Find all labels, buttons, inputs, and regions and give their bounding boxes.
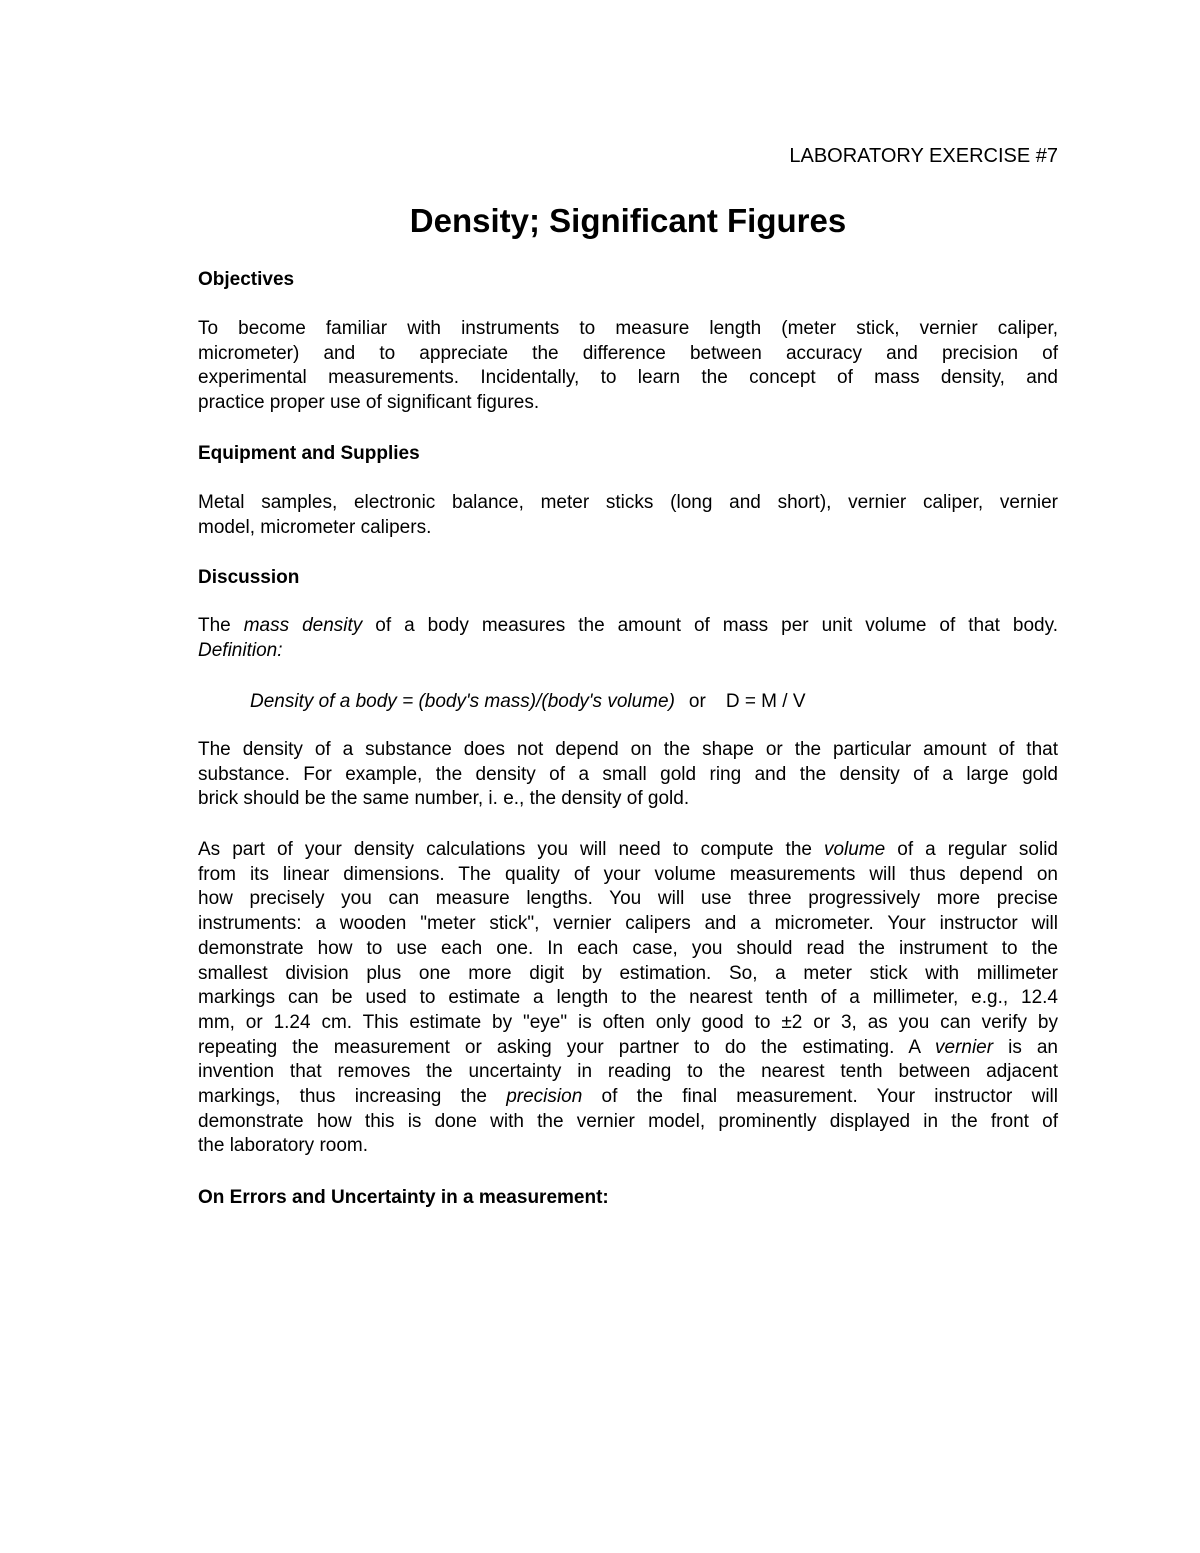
errors-heading: On Errors and Uncertainty in a measurement: <box>198 1187 609 1208</box>
term-volume: volume <box>823 839 886 860</box>
discussion-line: instruments: a wooden "meter stick", vernier calipers and a micrometer. Your instructor will <box>198 913 1058 935</box>
formula-symbolic: D = M / V <box>725 691 806 712</box>
equipment-heading: Equipment and Supplies <box>198 443 420 464</box>
discussion-paragraph-2 <box>198 738 1058 812</box>
discussion-intro <box>198 614 1058 663</box>
discussion-paragraph-3 <box>198 838 1058 1159</box>
exercise-number: LABORATORY EXERCISE #7 <box>789 145 1058 167</box>
objectives-heading: Objectives <box>198 269 295 290</box>
page-title: Density; Significant Figures <box>409 202 847 239</box>
discussion-line: markings can be used to estimate a length to the nearest tenth of a millimeter, e.g., 12.4 <box>198 987 1058 1009</box>
equipment-line: Metal samples, electronic balance, meter sticks (long and short), vernier caliper, vernier <box>198 492 1058 513</box>
discussion-line: brick should be the same number, i. e., the density of gold. <box>198 788 690 810</box>
discussion-line: smallest division plus one more digit by estimation. So, a meter stick with millimeter <box>198 962 1058 984</box>
objectives-line: practice proper use of significant figures. <box>198 392 540 414</box>
formula-words: Density of a body = (body's mass)/(body's volume) <box>250 691 675 712</box>
objectives-line: To become familiar with instruments to measure length (meter stick, vernier caliper, <box>198 318 1058 339</box>
discussion-line: The density of a substance does not depend on the shape or the particular amount of that <box>198 739 1058 760</box>
discussion-line: substance. For example, the density of a small gold ring and the density of a large gold <box>198 763 1058 785</box>
discussion-line: from its linear dimensions. The quality of your volume measurements will thus depend on <box>198 863 1058 885</box>
term-precision: precision <box>506 1086 583 1108</box>
discussion-line: As part of your density calculations you will need to compute the volume of a regular solid <box>198 839 1058 860</box>
discussion-line: mm, or 1.24 cm. This estimate by "eye" is often only good to ±2 or 3, as you can verify by <box>198 1011 1058 1033</box>
discussion-line: markings, thus increasing the precision of the final measurement. Your instructor will <box>198 1086 1058 1108</box>
density-formula <box>250 689 806 714</box>
definition-label: Definition: <box>198 639 283 661</box>
discussion-intro-line: The mass density of a body measures the amount of mass per unit volume of that body. <box>198 615 1058 636</box>
equipment-paragraph <box>198 491 1058 540</box>
objectives-line: experimental measurements. Incidentally, to learn the concept of mass density, and <box>198 367 1058 389</box>
equipment-line: model, micrometer calipers. <box>198 516 432 538</box>
discussion-line: demonstrate how to use each one. In each case, you should read the instrument to the <box>198 937 1058 959</box>
discussion-heading: Discussion <box>198 567 300 588</box>
discussion-line: how precisely you can measure lengths. You will use three progressively more precise <box>198 888 1058 910</box>
discussion-line: invention that removes the uncertainty in reading to the nearest tenth between adjacent <box>198 1061 1058 1083</box>
objectives-paragraph <box>198 317 1058 416</box>
formula-connector: or <box>688 691 706 712</box>
objectives-line: micrometer) and to appreciate the difference between accuracy and precision of <box>198 342 1058 364</box>
discussion-line: the laboratory room. <box>198 1135 369 1157</box>
term-vernier: vernier <box>935 1036 994 1058</box>
term-mass-density: mass density <box>243 615 363 636</box>
discussion-line: demonstrate how this is done with the vernier model, prominently displayed in the front of <box>198 1110 1058 1132</box>
discussion-line: repeating the measurement or asking your partner to do the estimating. A vernier is an <box>198 1036 1058 1058</box>
